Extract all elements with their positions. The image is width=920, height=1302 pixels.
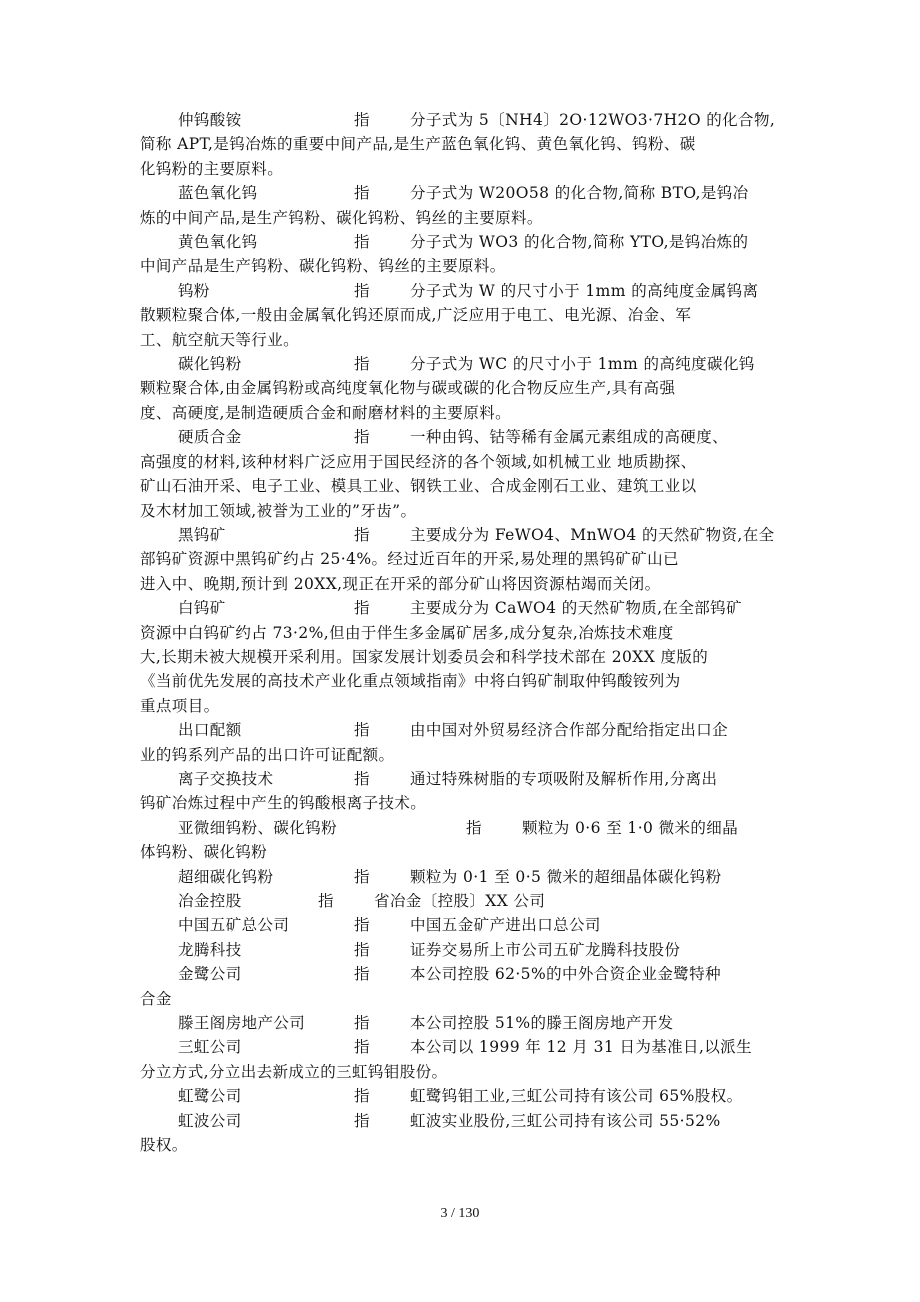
entry-term: 龙腾科技 bbox=[178, 940, 242, 959]
entry-definition: 本公司控股 51%的滕王阁房地产开发 bbox=[410, 1014, 674, 1033]
entry-first-line bbox=[140, 1084, 792, 1108]
entry-zhi: 指 bbox=[354, 940, 370, 959]
entry-term: 硬质合金 bbox=[178, 428, 242, 447]
entry-continuation: 股权。 bbox=[140, 1136, 188, 1155]
glossary-entry bbox=[140, 1109, 792, 1158]
entry-definition: 虹鹭钨钼工业,三虹公司持有该公司 65%股权。 bbox=[410, 1087, 743, 1106]
entry-first-line bbox=[140, 181, 792, 205]
entry-continuation: 化钨粉的主要原料。 bbox=[140, 159, 284, 178]
entry-continuation: 部钨矿资源中黑钨矿约占 25·4%。经过近百年的开采,易处理的黑钨矿矿山已 bbox=[140, 550, 679, 569]
entry-term: 白钨矿 bbox=[178, 599, 226, 618]
entry-term: 冶金控股 bbox=[178, 892, 242, 910]
entry-definition: 一种由钨、钴等稀有金属元素组成的高硬度、 bbox=[410, 428, 729, 447]
entry-term: 三虹公司 bbox=[178, 1038, 242, 1057]
glossary-entry bbox=[140, 938, 792, 962]
glossary-entry bbox=[140, 1035, 792, 1084]
entry-zhi: 指 bbox=[354, 233, 370, 252]
entry-first-line bbox=[140, 596, 792, 620]
glossary-entry bbox=[140, 865, 792, 889]
glossary-list bbox=[140, 108, 792, 1157]
entry-term: 钨粉 bbox=[178, 281, 210, 300]
entry-definition: 颗粒为 0·6 至 1·0 微米的细晶 bbox=[522, 818, 739, 837]
glossary-entry bbox=[140, 889, 792, 913]
entry-definition: 本公司以 1999 年 12 月 31 日为基准日,以派生 bbox=[410, 1038, 752, 1057]
entry-first-line bbox=[140, 352, 792, 376]
entry-zhi: 指 bbox=[354, 867, 370, 886]
entry-continuation: 度、高硬度,是制造硬质合金和耐磨材料的主要原料。 bbox=[140, 403, 512, 422]
entry-first-line bbox=[140, 718, 792, 742]
entry-term: 黄色氧化钨 bbox=[178, 233, 258, 252]
entry-first-line bbox=[140, 1109, 792, 1133]
entry-continuation: 炼的中间产品,是生产钨粉、碳化钨粉、钨丝的主要原料。 bbox=[140, 208, 543, 227]
entry-definition: 由中国对外贸易经济合作部分配给指定出口企 bbox=[410, 721, 729, 740]
entry-definition: 分子式为 WC 的尺寸小于 1mm 的高纯度碳化钨 bbox=[410, 355, 755, 374]
entry-first-line bbox=[140, 425, 792, 449]
glossary-entry bbox=[140, 1011, 792, 1035]
entry-term: 仲钨酸铵 bbox=[178, 111, 242, 129]
entry-zhi: 指 bbox=[354, 916, 370, 935]
glossary-entry bbox=[140, 108, 792, 181]
entry-first-line bbox=[140, 523, 792, 547]
entry-continuation: 资源中白钨矿约占 73·2%,但由于伴生多金属矿居多,成分复杂,冶炼技术难度 bbox=[140, 623, 674, 642]
glossary-entry bbox=[140, 913, 792, 937]
entry-term: 滕王阁房地产公司 bbox=[178, 1014, 306, 1033]
entry-first-line bbox=[140, 767, 792, 791]
entry-continuation: 颗粒聚合体,由金属钨粉或高纯度氧化物与碳或碳的化合物反应生产,具有高强 bbox=[140, 379, 676, 398]
entry-term: 亚微细钨粉、碳化钨粉 bbox=[178, 818, 338, 837]
entry-term: 超细碳化钨粉 bbox=[178, 867, 274, 886]
glossary-entry bbox=[140, 816, 792, 865]
entry-definition: 分子式为 W 的尺寸小于 1mm 的高纯度金属钨离 bbox=[410, 281, 759, 300]
entry-continuation: 《当前优先发展的高技术产业化重点领域指南》中将白钨矿制取仲钨酸铵列为 bbox=[140, 672, 681, 691]
entry-zhi: 指 bbox=[354, 1111, 370, 1130]
entry-zhi: 指 bbox=[354, 1087, 370, 1106]
glossary-entry bbox=[140, 596, 792, 718]
page-number: 3 / 130 bbox=[440, 1206, 480, 1221]
glossary-entry bbox=[140, 767, 792, 816]
entry-term: 金鹭公司 bbox=[178, 965, 242, 984]
entry-definition: 通过特殊树脂的专项吸附及解析作用,分离出 bbox=[410, 769, 718, 788]
entry-zhi: 指 bbox=[354, 721, 370, 740]
entry-zhi: 指 bbox=[354, 965, 370, 984]
glossary-entry bbox=[140, 425, 792, 523]
entry-zhi: 指 bbox=[354, 355, 370, 374]
entry-continuation: 高强度的材料,该种材料广泛应用于国民经济的各个领域,如机械工业 地质勘探、 bbox=[140, 452, 697, 471]
entry-continuation: 分立方式,分立出去新成立的三虹钨钼股份。 bbox=[140, 1062, 448, 1081]
entry-definition: 主要成分为 CaWO4 的天然矿物质,在全部钨矿 bbox=[410, 599, 742, 618]
entry-continuation: 及木材加工领域,被誉为工业的”牙齿”。 bbox=[140, 501, 417, 520]
glossary-entry bbox=[140, 181, 792, 230]
entry-term: 碳化钨粉 bbox=[178, 355, 242, 374]
entry-continuation: 进入中、晚期,预计到 20XX,现正在开采的部分矿山将因资源枯竭而关闭。 bbox=[140, 574, 661, 593]
entry-continuation: 简称 APT,是钨冶炼的重要中间产品,是生产蓝色氧化钨、黄色氧化钨、钨粉、碳 bbox=[140, 135, 696, 154]
entry-first-line bbox=[140, 108, 792, 132]
entry-continuation: 合金 bbox=[140, 989, 172, 1008]
entry-zhi: 指 bbox=[354, 1014, 370, 1033]
entry-zhi: 指 bbox=[354, 428, 370, 447]
entry-first-line bbox=[140, 816, 792, 840]
entry-continuation: 业的钨系列产品的出口许可证配额。 bbox=[140, 745, 395, 764]
entry-term: 虹波公司 bbox=[178, 1111, 242, 1130]
glossary-entry bbox=[140, 523, 792, 596]
glossary-entry bbox=[140, 718, 792, 767]
entry-term: 虹鹭公司 bbox=[178, 1087, 242, 1106]
entry-first-line bbox=[140, 913, 792, 937]
entry-continuation: 钨矿冶炼过程中产生的钨酸根离子技术。 bbox=[140, 794, 427, 813]
entry-zhi: 指 bbox=[354, 111, 370, 129]
entry-first-line bbox=[140, 279, 792, 303]
entry-first-line bbox=[140, 889, 792, 913]
glossary-entry bbox=[140, 352, 792, 425]
entry-definition: 本公司控股 62·5%的中外合资企业金鹭特种 bbox=[410, 965, 721, 984]
entry-first-line bbox=[140, 1011, 792, 1035]
entry-zhi: 指 bbox=[354, 1038, 370, 1057]
entry-definition: 中国五金矿产进出口总公司 bbox=[410, 916, 601, 935]
entry-definition: 颗粒为 0·1 至 0·5 微米的超细晶体碳化钨粉 bbox=[410, 867, 722, 886]
entry-continuation: 中间产品是生产钨粉、碳化钨粉、钨丝的主要原料。 bbox=[140, 257, 506, 276]
entry-definition: 虹波实业股份,三虹公司持有该公司 55·52% bbox=[410, 1111, 721, 1130]
entry-definition: 分子式为 W20O58 的化合物,简称 BTO,是钨冶 bbox=[410, 184, 749, 203]
entry-definition: 分子式为 WO3 的化合物,简称 YTO,是钨冶炼的 bbox=[410, 233, 749, 252]
entry-continuation: 散颗粒聚合体,一般由金属氧化钨还原而成,广泛应用于电工、电光源、冶金、军 bbox=[140, 306, 692, 325]
entry-first-line bbox=[140, 962, 792, 986]
entry-continuation: 重点项目。 bbox=[140, 696, 220, 715]
glossary-entry bbox=[140, 962, 792, 1011]
glossary-entry bbox=[140, 279, 792, 352]
entry-term: 出口配额 bbox=[178, 721, 242, 740]
entry-zhi: 指 bbox=[354, 599, 370, 618]
entry-continuation: 体钨粉、碳化钨粉 bbox=[140, 843, 268, 862]
glossary-entry bbox=[140, 230, 792, 279]
entry-term: 离子交换技术 bbox=[178, 769, 274, 788]
glossary-entry bbox=[140, 1084, 792, 1108]
entry-zhi: 指 bbox=[354, 184, 370, 203]
entry-zhi: 指 bbox=[354, 281, 370, 300]
entry-zhi: 指 bbox=[354, 525, 370, 544]
entry-zhi: 指 bbox=[354, 769, 370, 788]
entry-first-line bbox=[140, 865, 792, 889]
entry-continuation: 工、航空航天等行业。 bbox=[140, 330, 300, 349]
entry-first-line bbox=[140, 938, 792, 962]
entry-term: 黑钨矿 bbox=[178, 525, 226, 544]
entry-zhi: 指 bbox=[318, 892, 334, 910]
entry-definition: 省冶金〔控股〕XX 公司 bbox=[374, 892, 546, 910]
entry-definition: 分子式为 5〔NH4〕2O·12WO3·7H2O 的化合物, bbox=[410, 111, 776, 129]
entry-first-line bbox=[140, 1035, 792, 1059]
entry-definition: 证券交易所上市公司五矿龙腾科技股份 bbox=[410, 940, 681, 959]
entry-zhi: 指 bbox=[466, 818, 482, 837]
entry-term: 蓝色氧化钨 bbox=[178, 184, 258, 203]
entry-continuation: 矿山石油开采、电子工业、模具工业、钢铁工业、合成金刚石工业、建筑工业以 bbox=[140, 477, 697, 496]
entry-term: 中国五矿总公司 bbox=[178, 916, 290, 935]
entry-continuation: 大,长期未被大规模开采利用。国家发展计划委员会和科学技术部在 20XX 度版的 bbox=[140, 647, 709, 666]
entry-first-line bbox=[140, 230, 792, 254]
entry-definition: 主要成分为 FeWO4、MnWO4 的天然矿物资,在全 bbox=[410, 525, 775, 544]
